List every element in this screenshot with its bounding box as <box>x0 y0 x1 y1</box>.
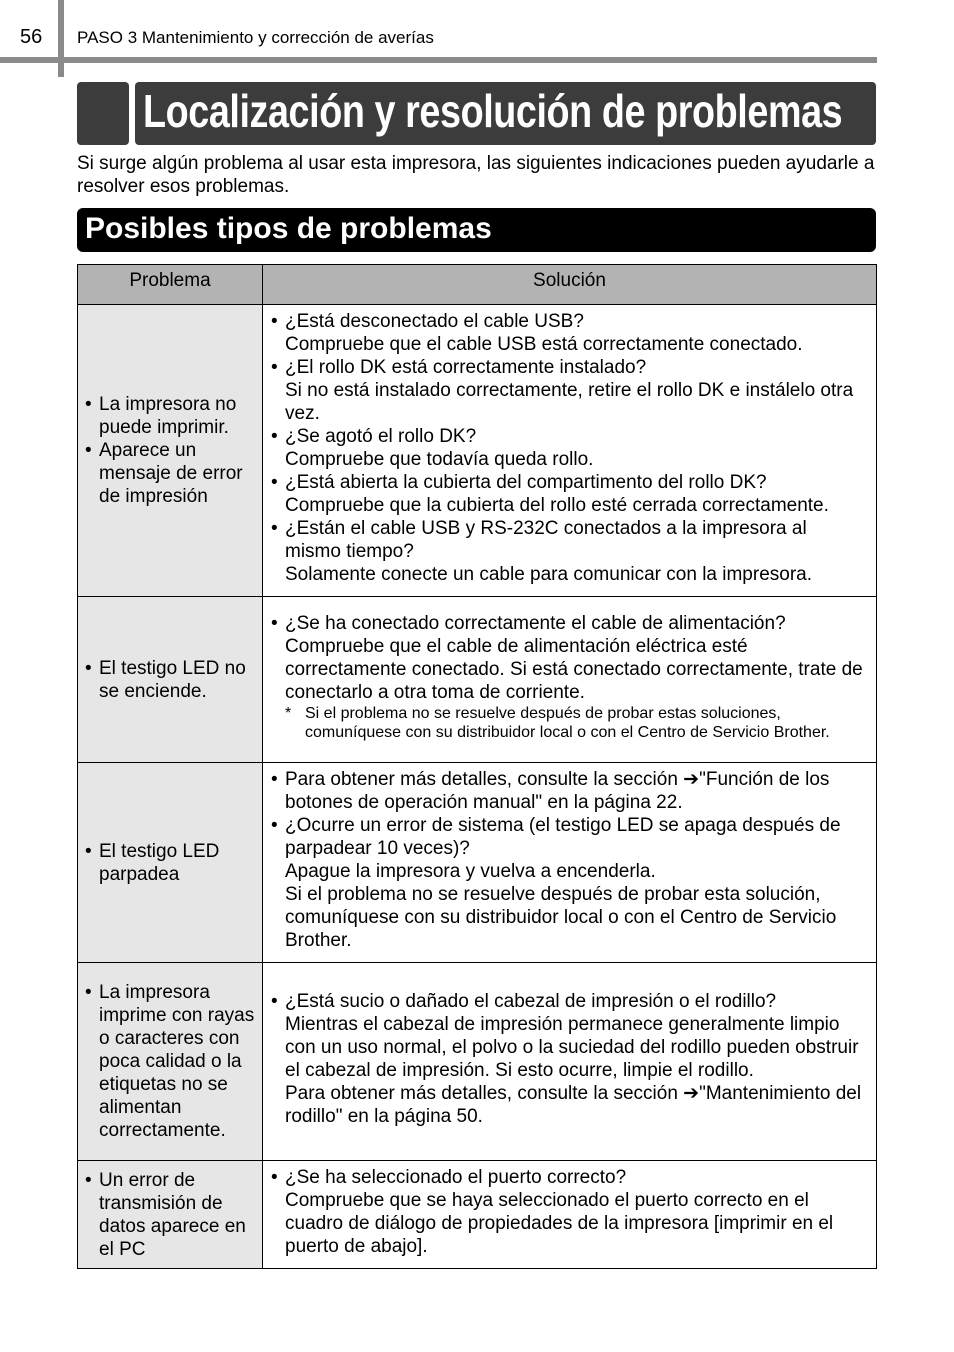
header-solution: Solución <box>263 265 877 305</box>
solution-cell <box>263 305 877 597</box>
bullet-icon: • <box>85 440 92 461</box>
solution-item: • ¿Está abierta la cubierta del compartimento del rollo DK? Compruebe que la cubierta del rollo esté cerrada correctamente. <box>271 472 829 516</box>
cross-reference-link[interactable]: "Función de los botones de operación manual" en la página 22. <box>285 769 830 813</box>
arrow-right-icon: ➔ <box>683 769 700 790</box>
table-row <box>78 1161 877 1269</box>
table-header-row <box>78 265 877 305</box>
problem-item: • La impresora imprime con rayas o caracteres con poca calidad o la etiquetas no se alimentan correctamente. <box>85 982 255 1141</box>
solution-cell <box>263 763 877 963</box>
bullet-icon: • <box>85 394 92 415</box>
header-horizontal-rule <box>0 57 877 63</box>
arrow-right-icon: ➔ <box>683 1083 700 1104</box>
solution-item: • Para obtener más detalles, consulte la sección ➔"Función de los botones de operación manual" en la página 22. <box>271 769 830 813</box>
bullet-icon: • <box>271 769 278 790</box>
bullet-icon: • <box>85 840 92 862</box>
problem-cell <box>78 597 263 763</box>
running-title: PASO 3 Mantenimiento y corrección de averías <box>77 28 434 47</box>
problem-item: • La impresora no puede imprimir. <box>85 394 237 438</box>
solution-item: • ¿Se agotó el rollo DK? Compruebe que todavía queda rollo. <box>271 426 594 470</box>
bullet-icon: • <box>271 815 278 836</box>
bullet-icon: • <box>271 518 278 539</box>
solution-item: • ¿Está desconectado el cable USB? Compruebe que el cable USB está correctamente conectado. <box>271 311 803 355</box>
bullet-icon: • <box>85 1169 92 1191</box>
problem-item: • El testigo LED no se enciende. <box>85 657 246 702</box>
section-title: Posibles tipos de problemas <box>85 212 492 245</box>
problem-cell <box>78 1161 263 1269</box>
bullet-icon: • <box>271 991 278 1012</box>
title-marker <box>77 82 129 145</box>
bullet-icon: • <box>85 657 92 679</box>
problem-cell <box>78 963 263 1161</box>
problem-item: • Aparece un mensaje de error de impresión <box>85 440 243 507</box>
solution-item: • ¿Ocurre un error de sistema (el testigo LED se apaga después de parpadear 10 veces)? Apague la impresora y vuelva a encenderla. Si el problema no se resuelve después de probar esta solución, comuníquese con su distribuidor local o con el Centro de Servicio Brother. <box>271 815 841 951</box>
solution-item: • ¿Está sucio o dañado el cabezal de impresión o el rodillo? Mientras el cabezal de impresión permanece generalmente limpio con un uso normal, el polvo o la suciedad del rodillo pueden obstruir el cabezal de impresión. Si esto ocurre, limpie el rodillo. Para obtener más detalles, consulte la sección ➔"Mantenimiento del rodillo" en la página 50. <box>271 991 862 1127</box>
solution-item: • ¿Se ha conectado correctamente el cable de alimentación? Compruebe que el cable de alimentación eléctrica esté correctamente conectado. Si está conectado correctamente, trate de conectarlo a otra toma de corriente. <box>271 612 863 703</box>
table-row <box>78 597 877 763</box>
bullet-icon: • <box>271 1167 278 1188</box>
footnote: * Si el problema no se resuelve después de probar estas soluciones, comuníquese con su distribuidor local o con el Centro de Servicio Brother. <box>285 704 830 741</box>
solution-item: • ¿El rollo DK está correctamente instalado? Si no está instalado correctamente, retire el rollo DK e instálelo otra vez. <box>271 357 854 424</box>
problem-item: • El testigo LED parpadea <box>85 840 220 885</box>
problem-cell <box>78 305 263 597</box>
footnote-mark: * <box>285 704 292 722</box>
table-row <box>78 963 877 1161</box>
intro-paragraph: Si surge algún problema al usar esta impresora, las siguientes indicaciones pueden ayudarle a resolver esos problemas. <box>77 153 875 197</box>
troubleshooting-table <box>77 264 877 1269</box>
solution-item: • ¿Están el cable USB y RS-232C conectados a la impresora al mismo tiempo? Solamente conecte un cable para comunicar con la impresora. <box>271 518 813 585</box>
solution-cell <box>263 1161 877 1269</box>
page-title: Localización y resolución de problemas <box>143 85 843 137</box>
header-problem: Problema <box>78 265 263 305</box>
table-row <box>78 305 877 597</box>
section-banner <box>77 208 876 252</box>
solution-item: • ¿Se ha seleccionado el puerto correcto? Compruebe que se haya seleccionado el puerto correcto en el cuadro de diálogo de propiedades de la impresora [imprimir en el puerto de abajo]. <box>271 1167 834 1257</box>
solution-cell <box>263 963 877 1161</box>
cross-reference-link[interactable]: "Mantenimiento del rodillo" en la página 50. <box>285 1083 862 1127</box>
bullet-icon: • <box>271 311 278 332</box>
table-row <box>78 763 877 963</box>
problem-cell <box>78 763 263 963</box>
bullet-icon: • <box>271 612 278 634</box>
problem-item: • Un error de transmisión de datos aparece en el PC <box>85 1169 246 1260</box>
bullet-icon: • <box>85 982 92 1003</box>
solution-cell <box>263 597 877 763</box>
header-vertical-rule <box>58 0 64 77</box>
bullet-icon: • <box>271 426 278 447</box>
page-number: 56 <box>20 26 43 48</box>
bullet-icon: • <box>271 357 278 378</box>
title-banner <box>135 82 876 145</box>
bullet-icon: • <box>271 472 278 493</box>
